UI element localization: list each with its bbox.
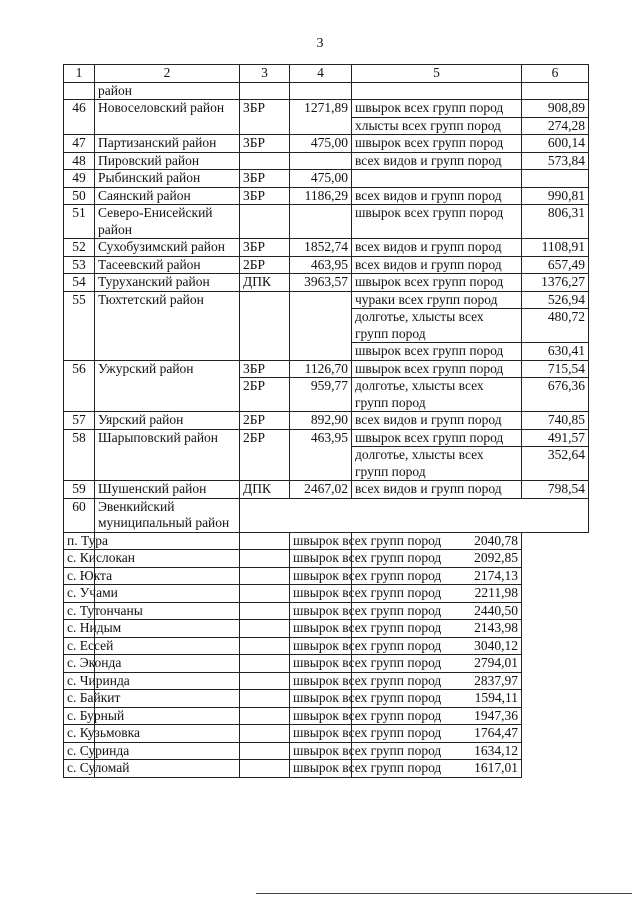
table-row (64, 82, 589, 100)
wood-type: швырок всех групп пород (352, 343, 522, 361)
wood-type: всех видов и групп пород (352, 256, 522, 274)
price: 274,28 (522, 117, 589, 135)
price: 798,54 (522, 481, 589, 499)
table-row (64, 256, 589, 274)
table-row (64, 725, 589, 743)
wood-type: швырок всех групп пород (352, 100, 522, 118)
table-row (64, 498, 589, 532)
empty-merged-cell (240, 498, 589, 532)
price: 1764,47 (352, 725, 522, 743)
price: 1617,01 (352, 760, 522, 778)
settlement-name: с. Тутончаны (64, 602, 95, 620)
price: 600,14 (522, 135, 589, 153)
table-row (64, 429, 589, 447)
table-row (64, 707, 589, 725)
wood-type: швырок всех групп пород (290, 672, 352, 690)
wood-type: чураки всех групп пород (352, 291, 522, 309)
table-row (64, 360, 589, 378)
base-value (240, 550, 290, 568)
price: 2040,78 (352, 532, 522, 550)
wood-type: швырок всех групп пород (352, 360, 522, 378)
settlement-name: с. Кислокан (64, 550, 95, 568)
base-value (240, 602, 290, 620)
row-number: 47 (64, 135, 95, 153)
settlement-name: с. Чиринда (64, 672, 95, 690)
wood-type: всех видов и групп пород (352, 152, 522, 170)
base-value: 1186,29 (290, 187, 352, 205)
price: 491,57 (522, 429, 589, 447)
district-name: Эвенкийский муниципальный район (95, 498, 240, 532)
base-value (290, 291, 352, 360)
header-cell: 1 (64, 65, 95, 83)
wood-type: хлысты всех групп пород (352, 117, 522, 135)
zone-type: 2БР (240, 429, 290, 481)
table-row (64, 100, 589, 118)
wood-type: швырок всех групп пород (290, 532, 352, 550)
table-row (64, 602, 589, 620)
settlement-name: с. Бурный (64, 707, 95, 725)
zone-type: 3БР (240, 135, 290, 153)
table-row (64, 690, 589, 708)
price: 1376,27 (522, 274, 589, 292)
table-row (64, 672, 589, 690)
row-number: 60 (64, 498, 95, 532)
price: 908,89 (522, 100, 589, 118)
zone-type: 2БР (240, 412, 290, 430)
price: 2794,01 (352, 655, 522, 673)
table-row (64, 742, 589, 760)
base-value: 475,00 (290, 170, 352, 188)
zone-type: 3БР (240, 170, 290, 188)
table-row (64, 655, 589, 673)
wood-type: швырок всех групп пород (290, 690, 352, 708)
wood-type: швырок всех групп пород (290, 550, 352, 568)
table-row (64, 760, 589, 778)
district-name: Шарыповский район (95, 429, 240, 481)
zone-type: 2БР (240, 256, 290, 274)
settlement-name: с. Кузьмовка (64, 725, 95, 743)
table-row (64, 291, 589, 309)
table-row (64, 585, 589, 603)
wood-type: всех видов и групп пород (352, 481, 522, 499)
district-name: Сухобузимский район (95, 239, 240, 257)
settlement-name: с. Суринда (64, 742, 95, 760)
table-row (64, 205, 589, 239)
base-value (290, 205, 352, 239)
base-value (240, 707, 290, 725)
price: 1594,11 (352, 690, 522, 708)
zone-type: 3БР (240, 100, 290, 135)
base-value: 475,00 (290, 135, 352, 153)
zone-type: ДПК (240, 481, 290, 499)
table-row (64, 637, 589, 655)
wood-type: всех видов и групп пород (352, 412, 522, 430)
district-name: Тюхтетский район (95, 291, 240, 360)
wood-type: долготье, хлысты всех групп пород (352, 378, 522, 412)
price: 480,72 (522, 309, 589, 343)
row-number: 49 (64, 170, 95, 188)
price: 715,54 (522, 360, 589, 378)
wood-type: швырок всех групп пород (290, 760, 352, 778)
base-value (240, 532, 290, 550)
price (522, 170, 589, 188)
wood-type: швырок всех групп пород (290, 567, 352, 585)
base-value (240, 760, 290, 778)
price: 2143,98 (352, 620, 522, 638)
wood-type: швырок всех групп пород (290, 725, 352, 743)
table-row (64, 187, 589, 205)
base-value: 959,77 (290, 378, 352, 412)
wood-type: швырок всех групп пород (290, 585, 352, 603)
base-value (290, 152, 352, 170)
price: 990,81 (522, 187, 589, 205)
district-name: Новоселовский район (95, 100, 240, 135)
table-row (64, 567, 589, 585)
row-number: 58 (64, 429, 95, 481)
price: 806,31 (522, 205, 589, 239)
price: 1947,36 (352, 707, 522, 725)
settlement-name: с. Нидым (64, 620, 95, 638)
row-number: 55 (64, 291, 95, 360)
wood-type: долготье, хлысты всех групп пород (352, 309, 522, 343)
settlement-name: с. Юкта (64, 567, 95, 585)
wood-type: всех видов и групп пород (352, 187, 522, 205)
base-value (240, 620, 290, 638)
tariff-table (63, 64, 589, 778)
page-number: 3 (316, 36, 324, 51)
row-number: 48 (64, 152, 95, 170)
table-header-row (64, 65, 589, 83)
zone-type: 3БР (240, 360, 290, 378)
base-value (240, 585, 290, 603)
base-value: 463,95 (290, 429, 352, 481)
row-number: 57 (64, 412, 95, 430)
zone-type (95, 532, 240, 550)
base-value: 1271,89 (290, 100, 352, 135)
district-name: Пировский район (95, 152, 240, 170)
table-row (64, 481, 589, 499)
zone-type (240, 205, 290, 239)
settlement-name: п. Тура (64, 532, 95, 550)
zone-type (95, 567, 240, 585)
base-value: 892,90 (290, 412, 352, 430)
district-name: Уярский район (95, 412, 240, 430)
zone-type (240, 152, 290, 170)
row-number: 52 (64, 239, 95, 257)
settlement-name: с. Эконда (64, 655, 95, 673)
row-number: 54 (64, 274, 95, 292)
base-value (240, 672, 290, 690)
price: 2174,13 (352, 567, 522, 585)
settlement-name: с. Байкит (64, 690, 95, 708)
row-number: 53 (64, 256, 95, 274)
wood-type: швырок всех групп пород (352, 429, 522, 447)
base-value: 1852,74 (290, 239, 352, 257)
base-value: 3963,57 (290, 274, 352, 292)
header-cell: 3 (240, 65, 290, 83)
district-name: Рыбинский район (95, 170, 240, 188)
wood-type: всех видов и групп пород (352, 239, 522, 257)
district-name: район (95, 82, 240, 100)
table-row (64, 550, 589, 568)
base-value (240, 567, 290, 585)
price: 630,41 (522, 343, 589, 361)
zone-type (95, 637, 240, 655)
district-name: Тасеевский район (95, 256, 240, 274)
header-cell: 4 (290, 65, 352, 83)
price: 657,49 (522, 256, 589, 274)
price: 1108,91 (522, 239, 589, 257)
wood-type: швырок всех групп пород (290, 637, 352, 655)
base-value: 463,95 (290, 256, 352, 274)
district-name: Северо-Енисейский район (95, 205, 240, 239)
price: 352,64 (522, 447, 589, 481)
price: 2440,50 (352, 602, 522, 620)
base-value: 2467,02 (290, 481, 352, 499)
price: 1634,12 (352, 742, 522, 760)
footer-rule (256, 893, 632, 894)
table-row (64, 135, 589, 153)
wood-type: швырок всех групп пород (352, 135, 522, 153)
base-value (240, 742, 290, 760)
row-number: 50 (64, 187, 95, 205)
wood-type: швырок всех групп пород (352, 205, 522, 239)
wood-type: швырок всех групп пород (290, 707, 352, 725)
table-row (64, 274, 589, 292)
wood-type: швырок всех групп пород (290, 655, 352, 673)
zone-type (240, 291, 290, 360)
base-value (240, 690, 290, 708)
price: 526,94 (522, 291, 589, 309)
wood-type: долготье, хлысты всех групп пород (352, 447, 522, 481)
settlement-name: с. Учами (64, 585, 95, 603)
evenki-settlements (64, 532, 589, 777)
row-number: 46 (64, 100, 95, 135)
wood-type: швырок всех групп пород (290, 620, 352, 638)
table-row (64, 170, 589, 188)
district-name: Туруханский район (95, 274, 240, 292)
zone-type: 2БР (240, 378, 290, 412)
row-number: 59 (64, 481, 95, 499)
price: 3040,12 (352, 637, 522, 655)
base-value (240, 655, 290, 673)
price: 2092,85 (352, 550, 522, 568)
price: 2837,97 (352, 672, 522, 690)
base-value (240, 637, 290, 655)
district-name: Шушенский район (95, 481, 240, 499)
table-row (64, 620, 589, 638)
price: 573,84 (522, 152, 589, 170)
district-name: Ужурский район (95, 360, 240, 412)
base-value: 1126,70 (290, 360, 352, 378)
zone-type: ДПК (240, 274, 290, 292)
header-cell: 5 (352, 65, 522, 83)
settlement-name: с. Ессей (64, 637, 95, 655)
settlement-name: с. Суломай (64, 760, 95, 778)
header-cell: 2 (95, 65, 240, 83)
table-row (64, 239, 589, 257)
price: 2211,98 (352, 585, 522, 603)
header-cell: 6 (522, 65, 589, 83)
row-number: 51 (64, 205, 95, 239)
price: 740,85 (522, 412, 589, 430)
wood-type: швырок всех групп пород (290, 602, 352, 620)
wood-type: швырок всех групп пород (352, 274, 522, 292)
table-row (64, 412, 589, 430)
district-name: Партизанский район (95, 135, 240, 153)
wood-type: швырок всех групп пород (290, 742, 352, 760)
table-row (64, 152, 589, 170)
price: 676,36 (522, 378, 589, 412)
zone-type: 3БР (240, 187, 290, 205)
wood-type (352, 170, 522, 188)
base-value (240, 725, 290, 743)
district-name: Саянский район (95, 187, 240, 205)
zone-type: 3БР (240, 239, 290, 257)
row-number: 56 (64, 360, 95, 412)
table-row (64, 532, 589, 550)
